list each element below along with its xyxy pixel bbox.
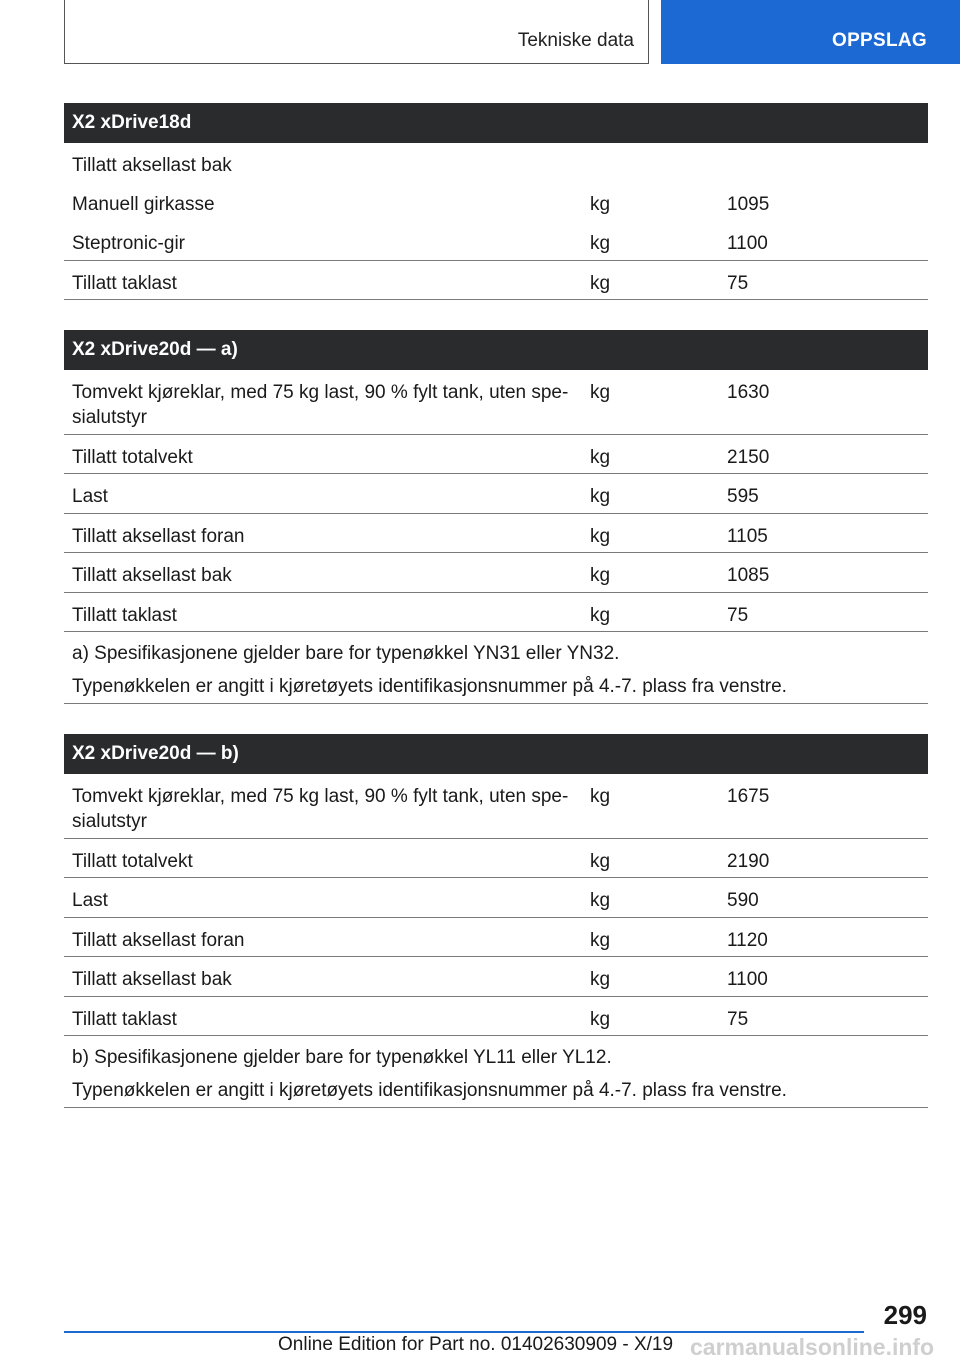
row-unit: kg xyxy=(590,194,611,215)
row-unit: kg xyxy=(590,890,611,911)
row-label: Tillatt taklast xyxy=(72,1009,177,1030)
row-unit: kg xyxy=(590,382,611,403)
row-unit: kg xyxy=(590,273,611,294)
header-section-box xyxy=(64,0,649,64)
row-unit: kg xyxy=(590,526,611,547)
row-value: 75 xyxy=(727,273,749,294)
table-row xyxy=(64,435,928,474)
table-row xyxy=(64,593,928,632)
row-label: Tillatt aksellast bak xyxy=(72,969,232,990)
footnote-line: a) Spesifikasjonene gjelder bare for typenøkkel YN31 eller YN32. xyxy=(72,643,620,664)
row-value: 1120 xyxy=(727,930,768,951)
row-label: Tomvekt kjøreklar, med 75 kg last, 90 % fylt tank, uten spesialutstyr xyxy=(72,786,569,832)
row-value: 1085 xyxy=(727,565,770,586)
row-label: Tillatt totalvekt xyxy=(72,851,193,872)
row-label: Last xyxy=(72,890,108,911)
row-label: Steptronic-gir xyxy=(72,233,185,254)
table-row xyxy=(64,143,928,182)
edition-text: Online Edition for Part no. 01402630909 - X/19 xyxy=(278,1334,674,1355)
row-label: Manuell girkasse xyxy=(72,194,215,215)
table-footnote xyxy=(64,632,928,704)
row-unit: kg xyxy=(590,605,611,626)
row-unit: kg xyxy=(590,1009,611,1030)
row-unit: kg xyxy=(590,851,611,872)
table-title: X2 xDrive18d xyxy=(64,103,928,143)
table-title: X2 xDrive20d — a) xyxy=(64,330,928,370)
table-row xyxy=(64,878,928,918)
spec-table-xdrive20d-b xyxy=(64,734,928,1108)
spec-table-xdrive20d-a xyxy=(64,330,928,704)
row-value: 1105 xyxy=(727,526,768,547)
table-row xyxy=(64,553,928,593)
row-value: 595 xyxy=(727,486,759,507)
table-row xyxy=(64,957,928,997)
table-title: X2 xDrive20d — b) xyxy=(64,734,928,774)
footer-divider xyxy=(64,1331,864,1333)
row-label: Tillatt totalvekt xyxy=(72,447,193,468)
row-label: Tillatt aksellast bak xyxy=(72,565,232,586)
row-unit: kg xyxy=(590,233,611,254)
page-number: 299 xyxy=(883,1300,927,1330)
row-unit: kg xyxy=(590,786,611,807)
table-row xyxy=(64,182,928,221)
table-row xyxy=(64,839,928,878)
footnote-line: b) Spesifikasjonene gjelder bare for typenøkkel YL11 eller YL12. xyxy=(72,1047,612,1068)
table-row xyxy=(64,918,928,957)
row-value: 2190 xyxy=(727,851,770,872)
footnote-line: Typenøkkelen er angitt i kjøretøyets identifikasjonsnummer på 4.-7. plass fra venstre. xyxy=(72,676,787,697)
row-value: 75 xyxy=(727,605,749,626)
row-unit: kg xyxy=(590,565,611,586)
table-row xyxy=(64,997,928,1036)
table-footnote xyxy=(64,1036,928,1108)
table-row xyxy=(64,261,928,300)
footnote-line: Typenøkkelen er angitt i kjøretøyets identifikasjonsnummer på 4.-7. plass fra venstre. xyxy=(72,1080,787,1101)
table-row xyxy=(64,774,928,839)
row-value: 2150 xyxy=(727,447,770,468)
table-row xyxy=(64,221,928,261)
section-title: Tekniske data xyxy=(517,30,634,51)
row-value: 1095 xyxy=(727,194,770,215)
row-label: Tillatt aksellast foran xyxy=(72,526,245,547)
row-label: Last xyxy=(72,486,108,507)
table-row xyxy=(64,514,928,553)
row-label: Tillatt taklast xyxy=(72,605,177,626)
tab-label: OPPSLAG xyxy=(831,30,927,51)
row-label: Tomvekt kjøreklar, med 75 kg last, 90 % fylt tank, uten spesialutstyr xyxy=(72,382,569,428)
row-unit: kg xyxy=(590,930,611,951)
row-label: Tillatt aksellast bak xyxy=(72,155,232,176)
row-label: Tillatt aksellast foran xyxy=(72,930,245,951)
row-label: Tillatt taklast xyxy=(72,273,177,294)
row-value: 1630 xyxy=(727,382,770,403)
header-tab-oppslag[interactable] xyxy=(661,0,960,64)
row-unit: kg xyxy=(590,969,611,990)
table-row xyxy=(64,474,928,514)
table-row xyxy=(64,370,928,435)
row-value: 1100 xyxy=(727,233,768,254)
watermark-text: carmanualsonline.info xyxy=(690,1334,935,1360)
row-value: 1675 xyxy=(727,786,770,807)
spec-table-xdrive18d xyxy=(64,103,928,300)
row-value: 75 xyxy=(727,1009,749,1030)
row-value: 1100 xyxy=(727,969,768,990)
row-unit: kg xyxy=(590,486,611,507)
row-unit: kg xyxy=(590,447,611,468)
row-value: 590 xyxy=(727,890,759,911)
